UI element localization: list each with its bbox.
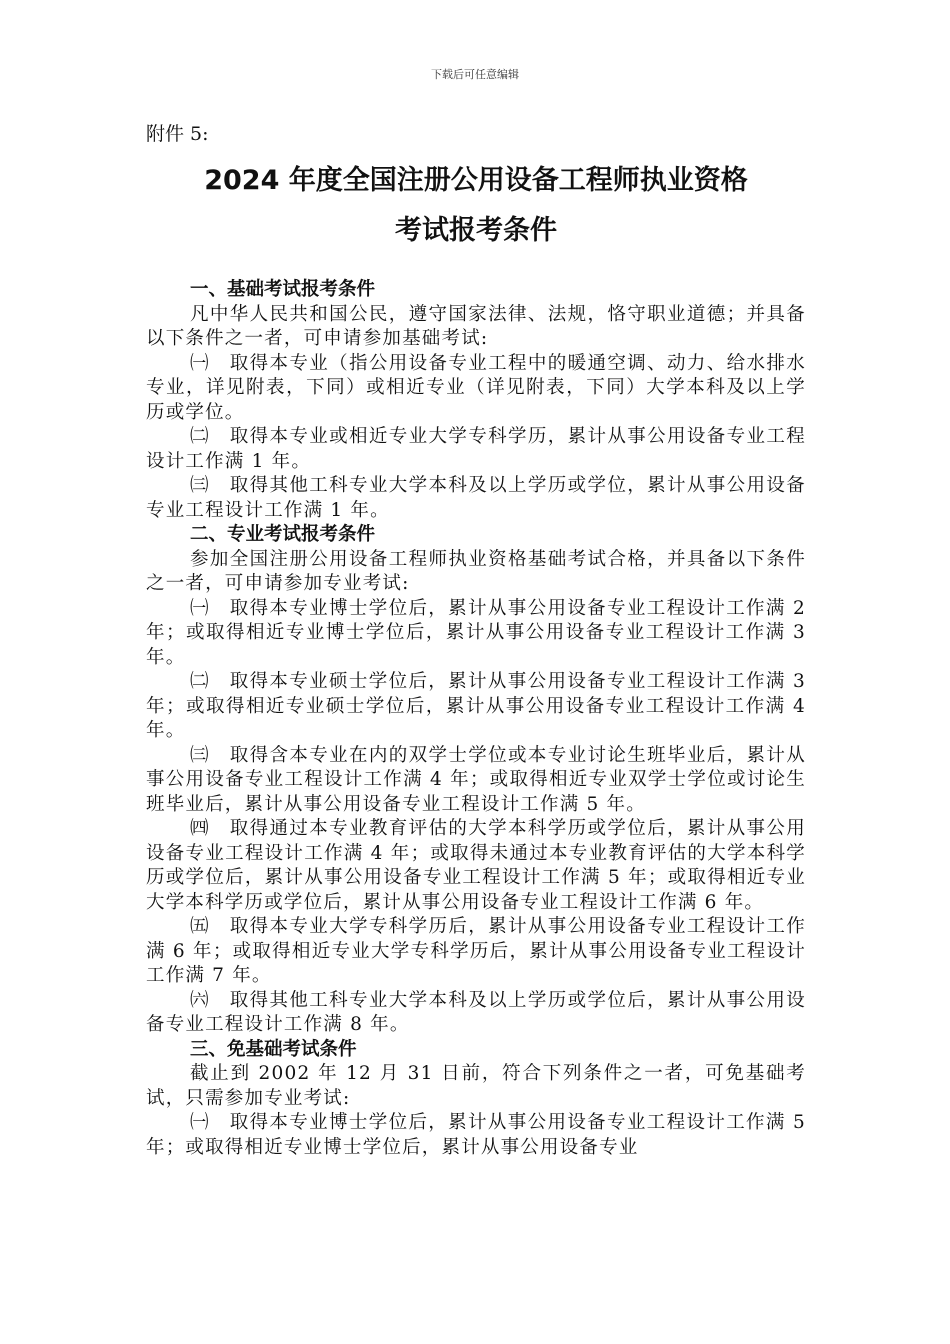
section-heading: 一、基础考试报考条件 xyxy=(190,279,376,300)
paragraph: ㈥ 取得其他工科专业大学本科及以上学历或学位后，累计从事公用设备专业工程设计工作满 8 年。 xyxy=(146,989,806,1035)
paragraph: ㈠ 取得本专业（指公用设备专业工程中的暖通空调、动力、给水排水专业，详见附表，下同）或相近专业（详见附表，下同）大学本科及以上学历或学位。 xyxy=(146,352,806,423)
paragraph: 凡中华人民共和国公民，遵守国家法律、法规，恪守职业道德；并具备以下条件之一者，可申请参加基础考试: xyxy=(146,303,806,349)
section-professional-exam xyxy=(146,523,806,1038)
paragraph: 参加全国注册公用设备工程师执业资格基础考试合格，并具备以下条件之一者，可申请参加专业考试: xyxy=(146,548,806,594)
document-title: 2024 年度全国注册公用设备工程师执业资格 xyxy=(204,165,748,196)
paragraph: ㈢ 取得其他工科专业大学本科及以上学历或学位，累计从事公用设备专业工程设计工作满 1 年。 xyxy=(146,475,806,521)
page-header: 下载后可任意编辑 xyxy=(431,68,519,81)
paragraph: 截止到 2002 年 12 月 31 日前，符合下列条件之一者，可免基础考试，只需参加专业考试: xyxy=(146,1063,806,1109)
document-body xyxy=(146,120,806,1160)
section-heading: 二、专业考试报考条件 xyxy=(190,524,376,545)
section-basic-exam xyxy=(146,278,806,523)
paragraph: ㈤ 取得本专业大学专科学历后，累计从事公用设备专业工程设计工作满 6 年；或取得相近专业大学专科学历后，累计从事公用设备专业工程设计工作满 7 年。 xyxy=(146,916,806,986)
paragraph: ㈢ 取得含本专业在内的双学士学位或本专业讨论生班毕业后，累计从事公用设备专业工程设计工作满 4 年；或取得相近专业双学士学位或讨论生班毕业后，累计从事公用设备专业工程设计工作满 5 年。 xyxy=(146,744,806,815)
section-heading: 三、免基础考试条件 xyxy=(190,1038,357,1060)
paragraph: ㈣ 取得通过本专业教育评估的大学本科学历或学位后，累计从事公用设备专业工程设计工作满 4 年；或取得未通过本专业教育评估的大学本科学历或学位后，累计从事公用设备专业工程设计工作满 5 年；或取得相近专业大学本科学历或学位后，累计从事公用设备专业工程设计工作满 6 年。 xyxy=(146,818,806,913)
paragraph: ㈡ 取得本专业或相近专业大学专科学历，累计从事公用设备专业工程设计工作满 1 年。 xyxy=(146,426,806,472)
sections xyxy=(146,278,806,1160)
paragraph: ㈠ 取得本专业博士学位后，累计从事公用设备专业工程设计工作满 2 年；或取得相近专业博士学位后，累计从事公用设备专业工程设计工作满 3 年。 xyxy=(146,597,806,668)
paragraph: ㈡ 取得本专业硕士学位后，累计从事公用设备专业工程设计工作满 3 年；或取得相近专业硕士学位后，累计从事公用设备专业工程设计工作满 4 年。 xyxy=(146,671,806,741)
attachment-label: 附件 5: xyxy=(146,123,209,145)
section-exempt-basic-exam xyxy=(146,1038,806,1161)
paragraph: ㈠ 取得本专业博士学位后，累计从事公用设备专业工程设计工作满 5 年；或取得相近专业博士学位后，累计从事公用设备专业 xyxy=(146,1112,806,1158)
document-subtitle: 考试报考条件 xyxy=(395,215,557,246)
